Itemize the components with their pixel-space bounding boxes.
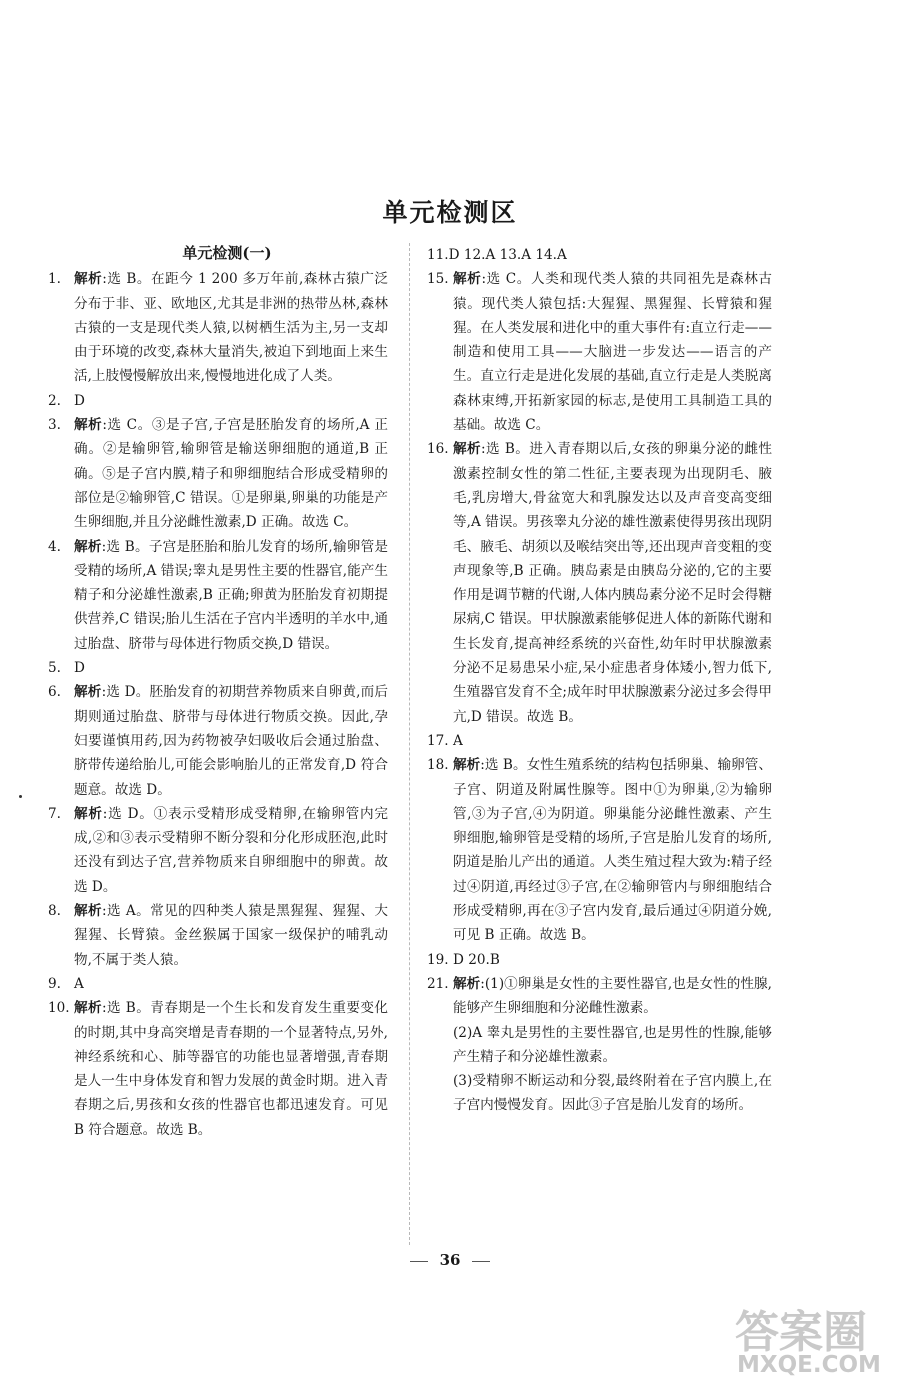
analysis-label: 解析 <box>74 805 103 822</box>
answer-text: :选 D。①表示受精形成受精卵,在输卵管内完成,②和③表示受精卵不断分裂和分化形成胚泡,此时还没有到达子宫,营养物质来自卵细胞中的卵黄。故选 D。 <box>74 805 389 895</box>
watermark-glyphs: 答案圈 <box>735 1307 867 1358</box>
answer-item <box>48 413 388 534</box>
analysis-label: 解析 <box>453 757 481 774</box>
analysis-label: 解析 <box>74 417 103 434</box>
page-number: 36 <box>439 1251 461 1269</box>
answer-item <box>48 535 388 656</box>
answer-item <box>427 972 772 1021</box>
left-column <box>48 241 388 1142</box>
answer-text: :选 B。女性生殖系统的结构包括卵巢、输卵管、子宫、阴道及附属性腺等。图中①为卵巢,②为输卵管,③为子宫,④为阴道。卵巢能分泌雌性激素、产生卵细胞,输卵管是受精的场所,子宫是胎儿发育的场所,阴道是胎儿产出的通道。人类生殖过程大致为:精子经过④阴道,再经过③子宫,在②输卵管内与卵细胞结合形成受精卵,再在③子宫内发育,最后通过④阴道分娩,可见 B 正确。故选 B。 <box>453 757 773 944</box>
answer-text: :选 A。常见的四种类人猿是黑猩猩、猩猩、大猩猩、长臂猿。金丝猴属于国家一级保护的哺乳动物,不属于类人猿。 <box>74 903 389 968</box>
analysis-label: 解析 <box>453 271 482 288</box>
answer-number: 4. <box>48 538 61 555</box>
column-divider <box>409 243 410 1245</box>
answer-number: 15. <box>427 271 449 288</box>
answer-text: :选 C。人类和现代类人猿的共同祖先是森林古猿。现代类人猿包括:大猩猩、黑猩猩、长臂猿和猩猩。在人类发展和进化中的重大事件有:直立行走——制造和使用工具——大脑进一步发达——语言的产生。直立行走是进化发展的基础,直立行走是人类脱离森林束缚,开拓新家园的标志,是使用工具制造工具的基础。故选 C。 <box>453 271 773 434</box>
answer-text: D <box>74 660 85 677</box>
answer-number: 1. <box>48 271 61 288</box>
answer-item <box>427 437 772 729</box>
answer-21-sub-parts <box>427 1021 772 1118</box>
answer-item <box>48 802 388 899</box>
answer-number: 19. <box>427 951 449 968</box>
answer-number: 7. <box>48 805 61 822</box>
answer-item <box>48 267 388 388</box>
answer-text: D <box>74 392 85 409</box>
answer-item <box>427 729 772 753</box>
watermark-logo <box>735 1296 895 1382</box>
answer-number: 10. <box>48 1000 70 1017</box>
answer-number: 21. <box>427 975 449 992</box>
answer-text: A <box>453 732 463 749</box>
answer-item <box>427 948 772 972</box>
right-column <box>427 243 772 1118</box>
analysis-label: 解析 <box>74 1000 103 1017</box>
answer-number: 3. <box>48 417 61 434</box>
answer-text: :选 D。胚胎发育的初期营养物质来自卵黄,而后期则通过胎盘、脐带与母体进行物质交换。因此,孕妇要谨慎用药,因为药物被孕妇吸收后会通过胎盘、脐带传递给胎儿,可能会影响胎儿的正常发育,D 符合题意。故选 D。 <box>74 684 389 798</box>
footer-dash-left <box>410 1261 428 1262</box>
answer-item <box>48 996 388 1142</box>
answer-text: D 20.B <box>453 951 500 968</box>
analysis-label: 解析 <box>453 441 482 458</box>
page-footer <box>0 1251 900 1269</box>
analysis-label: 解析 <box>74 684 102 701</box>
footer-dash-right <box>472 1261 490 1262</box>
section-title: 单元检测(一) <box>182 244 272 262</box>
answer-item <box>427 753 772 947</box>
answer-text: A <box>74 975 84 992</box>
answer-number: 8. <box>48 903 61 920</box>
answer-line-11-14: 11.D 12.A 13.A 14.A <box>427 247 567 263</box>
left-answer-list <box>48 267 388 1142</box>
answer-sub-part: (2)A 睾丸是男性的主要性器官,也是男性的性腺,能够产生精子和分泌雄性激素。 <box>453 1024 772 1065</box>
answer-number: 6. <box>48 684 61 701</box>
answer-text: :选 B。青春期是一个生长和发育发生重要变化的时期,其中身高突增是青春期的一个显著特点,另外,神经系统和心、肺等器官的功能也显著增强,青春期是人一生中身体发育和智力发展的黄金时期。进入青春期之后,男孩和女孩的性器官也都迅速发育。可见 B 符合题意。故选 B。 <box>74 1000 389 1138</box>
answer-text: :选 B。进入青春期以后,女孩的卵巢分泌的雌性激素控制女性的第二性征,主要表现为出现阴毛、腋毛,乳房增大,骨盆宽大和乳腺发达以及声音变高变细等,A 错误。男孩睾丸分泌的雄性激素使得男孩出现阴毛、腋毛、胡须以及喉结突出等,还出现声音变粗的变声现象等,B 正确。胰岛素是由胰岛分泌的,它的主要作用是调节糖的代谢,人体内胰岛素分泌不足时会得糖尿病,C 错误。甲状腺激素能够促进人体的新陈代谢和生长发育,提高神经系统的兴奋性,幼年时甲状腺激素分泌不足易患呆小症,呆小症患者身体矮小,智力低下,生殖器官发育不全;成年时甲状腺激素分泌过多会得甲亢,D 错误。故选 B。 <box>453 441 772 725</box>
answer-number: 9. <box>48 975 61 992</box>
answer-number: 2. <box>48 392 61 409</box>
right-answer-list <box>427 267 772 1020</box>
answer-item <box>427 267 772 437</box>
answer-text: :选 C。③是子宫,子宫是胚胎发育的场所,A 正确。②是输卵管,输卵管是输送卵细胞的通道,B 正确。⑤是子宫内膜,精子和卵细胞结合形成受精卵的部位是②输卵管,C 错误。①是卵巢,卵巢的功能是产生卵细胞,并且分泌雌性激素,D 正确。故选 C。 <box>74 417 388 531</box>
answer-item <box>48 389 388 413</box>
answer-item <box>48 899 388 972</box>
answer-number: 16. <box>427 441 449 458</box>
analysis-label: 解析 <box>74 903 103 920</box>
answer-item <box>48 972 388 996</box>
stray-dot <box>19 795 22 798</box>
answer-text: :选 B。在距今 1 200 多万年前,森林古猿广泛分布于非、亚、欧地区,尤其是非洲的热带丛林,森林古猿的一支是现代类人猿,以树栖生活为主,另一支却由于环境的改变,森林大量消失,被迫下到地面上来生活,上肢慢慢解放出来,慢慢地进化成了人类。 <box>74 271 388 385</box>
answer-number: 18. <box>427 757 449 774</box>
answer-number: 5. <box>48 660 61 677</box>
analysis-label: 解析 <box>453 975 481 992</box>
answer-item <box>48 680 388 801</box>
page-title: 单元检测区 <box>382 198 518 227</box>
answer-number: 17. <box>427 732 449 749</box>
answer-item <box>48 656 388 680</box>
watermark-url: MXQE.COM <box>737 1352 881 1378</box>
answer-text: :(1)①卵巢是女性的主要性器官,也是女性的性腺,能够产生卵细胞和分泌雌性激素。 <box>453 975 772 1017</box>
answer-sub-part: (3)受精卵不断运动和分裂,最终附着在子宫内膜上,在子宫内慢慢发育。因此③子宫是胎儿发育的场所。 <box>453 1073 772 1114</box>
analysis-label: 解析 <box>74 271 103 288</box>
analysis-label: 解析 <box>74 538 102 555</box>
answer-text: :选 B。子宫是胚胎和胎儿发育的场所,输卵管是受精的场所,A 错误;睾丸是男性主要的性器官,能产生精子和分泌雄性激素,B 正确;卵黄为胚胎发育初期提供营养,C 错误;胎儿生活在子宫内半透明的羊水中,通过胎盘、脐带与母体进行物质交换,D 错误。 <box>74 538 389 652</box>
